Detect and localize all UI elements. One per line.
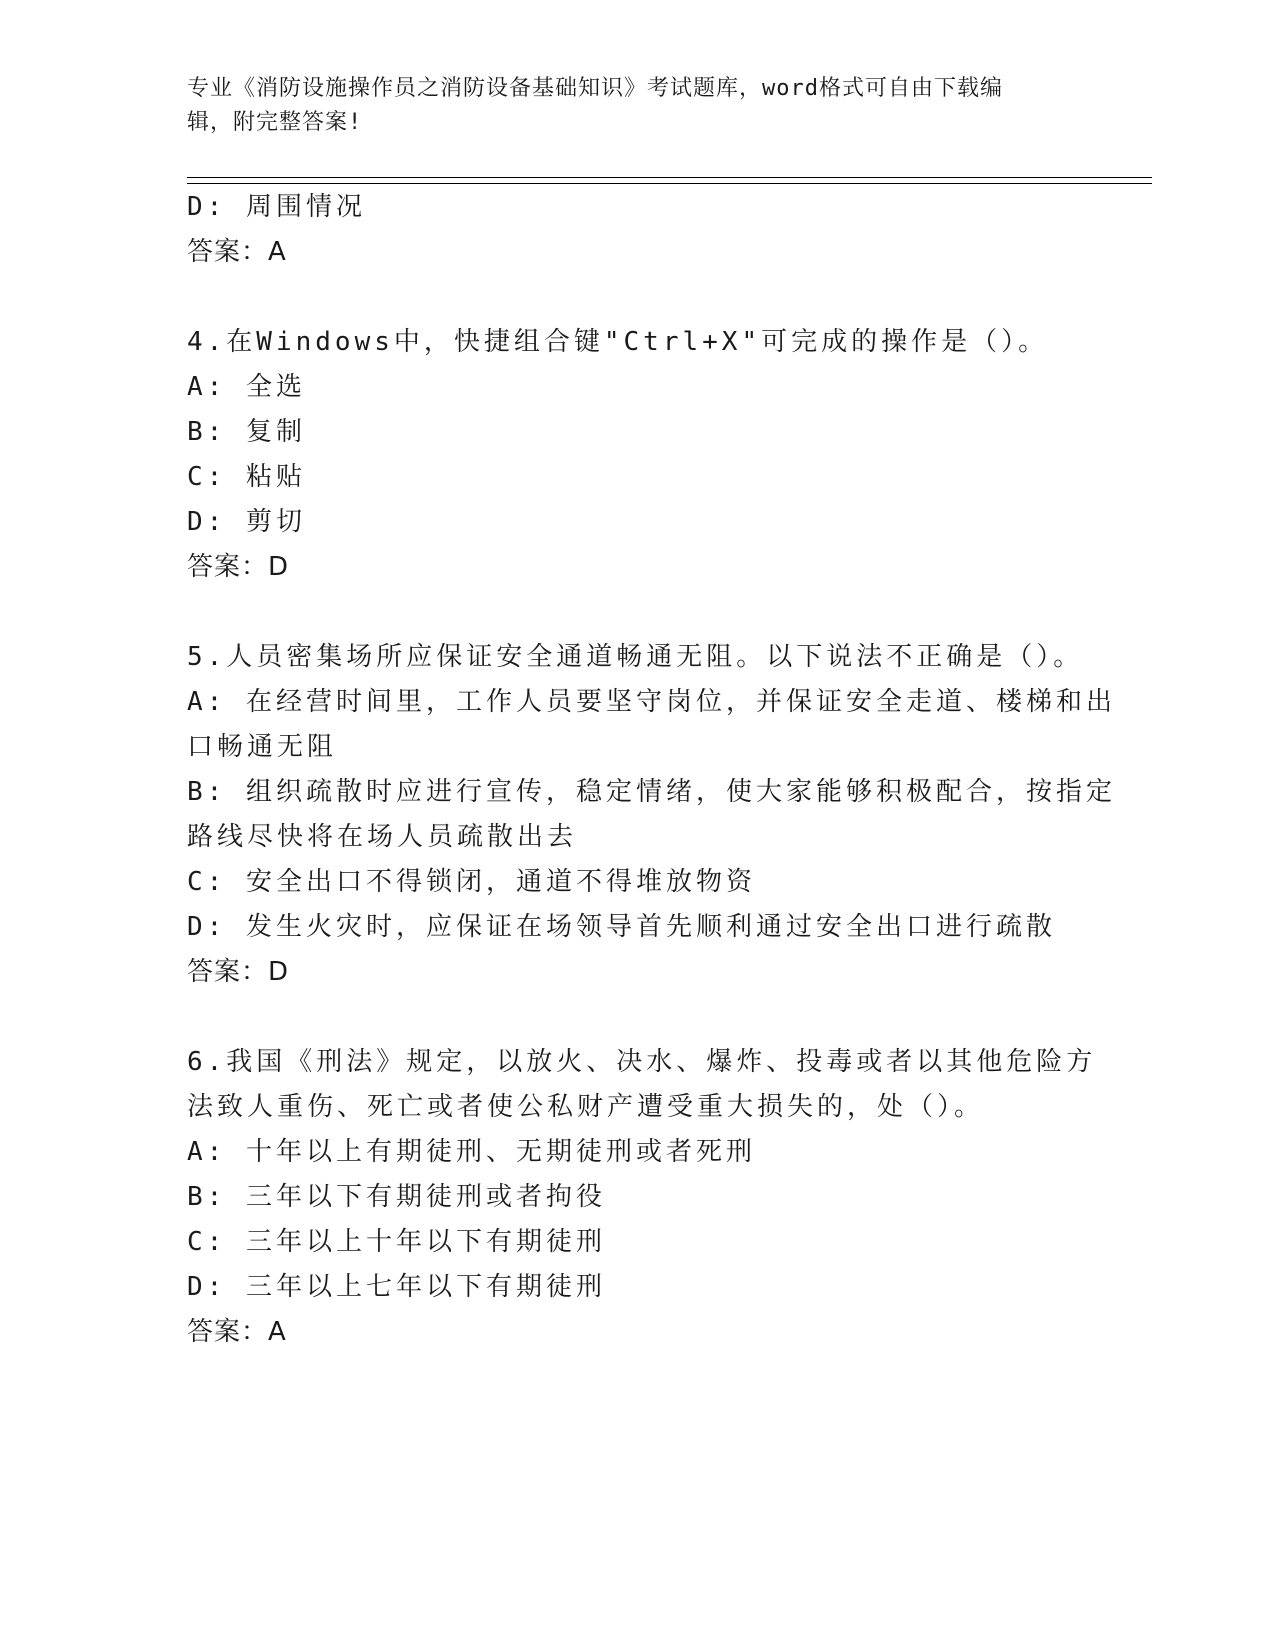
question-stem-line-2: 法致人重伤、死亡或者使公私财产遭受重大损失的，处（）。 bbox=[187, 1092, 985, 1122]
option-c: C: 三年以上十年以下有期徒刑 bbox=[187, 1227, 606, 1257]
page-header bbox=[187, 72, 1087, 140]
option-a: A: 全选 bbox=[187, 372, 306, 402]
header-divider-top bbox=[187, 177, 1152, 178]
spacer bbox=[187, 275, 1087, 320]
question-stem: 4.在Windows中，快捷组合键"Ctrl+X"可完成的操作是（）。 bbox=[187, 327, 1049, 357]
header-line-2: 辑，附完整答案! bbox=[187, 110, 363, 135]
spacer bbox=[187, 590, 1087, 635]
answer-line: 答案：D bbox=[187, 957, 290, 987]
option-d: D: 剪切 bbox=[187, 507, 306, 537]
option-c: C: 粘贴 bbox=[187, 462, 306, 492]
answer-line: 答案：A bbox=[187, 237, 287, 267]
question-6 bbox=[187, 1040, 1097, 1355]
question-4 bbox=[187, 320, 1087, 590]
spacer bbox=[187, 995, 1087, 1040]
option-d: D: 周围情况 bbox=[187, 192, 366, 222]
option-b-line-2: 路线尽快将在场人员疏散出去 bbox=[187, 822, 578, 852]
option-b-line-1: B: 组织疏散时应进行宣传，稳定情绪，使大家能够积极配合，按指定 bbox=[187, 777, 1116, 807]
option-d: D: 三年以上七年以下有期徒刑 bbox=[187, 1272, 606, 1302]
option-c: C: 安全出口不得锁闭，通道不得堆放物资 bbox=[187, 867, 756, 897]
answer-line: 答案：D bbox=[187, 552, 290, 582]
question-5 bbox=[187, 635, 1116, 995]
option-a: A: 十年以上有期徒刑、无期徒刑或者死刑 bbox=[187, 1137, 756, 1167]
question-stem: 5.人员密集场所应保证安全通道畅通无阻。以下说法不正确是（）。 bbox=[187, 642, 1084, 672]
question-list bbox=[187, 185, 1116, 1355]
header-line-1: 专业《消防设施操作员之消防设备基础知识》考试题库，word格式可自由下载编 bbox=[187, 76, 1003, 101]
option-d: D: 发生火灾时，应保证在场领导首先顺利通过安全出口进行疏散 bbox=[187, 912, 1056, 942]
option-b: B: 三年以下有期徒刑或者拘役 bbox=[187, 1182, 606, 1212]
previous-question-tail bbox=[187, 185, 1087, 275]
option-a-line-2: 口畅通无阻 bbox=[187, 732, 338, 762]
answer-line: 答案：A bbox=[187, 1317, 287, 1347]
question-stem-line-1: 6.我国《刑法》规定，以放火、决水、爆炸、投毒或者以其他危险方 bbox=[187, 1047, 1097, 1077]
option-a-line-1: A: 在经营时间里，工作人员要坚守岗位，并保证安全走道、楼梯和出 bbox=[187, 687, 1116, 717]
option-b: B: 复制 bbox=[187, 417, 306, 447]
header-divider-bottom bbox=[187, 183, 1152, 184]
